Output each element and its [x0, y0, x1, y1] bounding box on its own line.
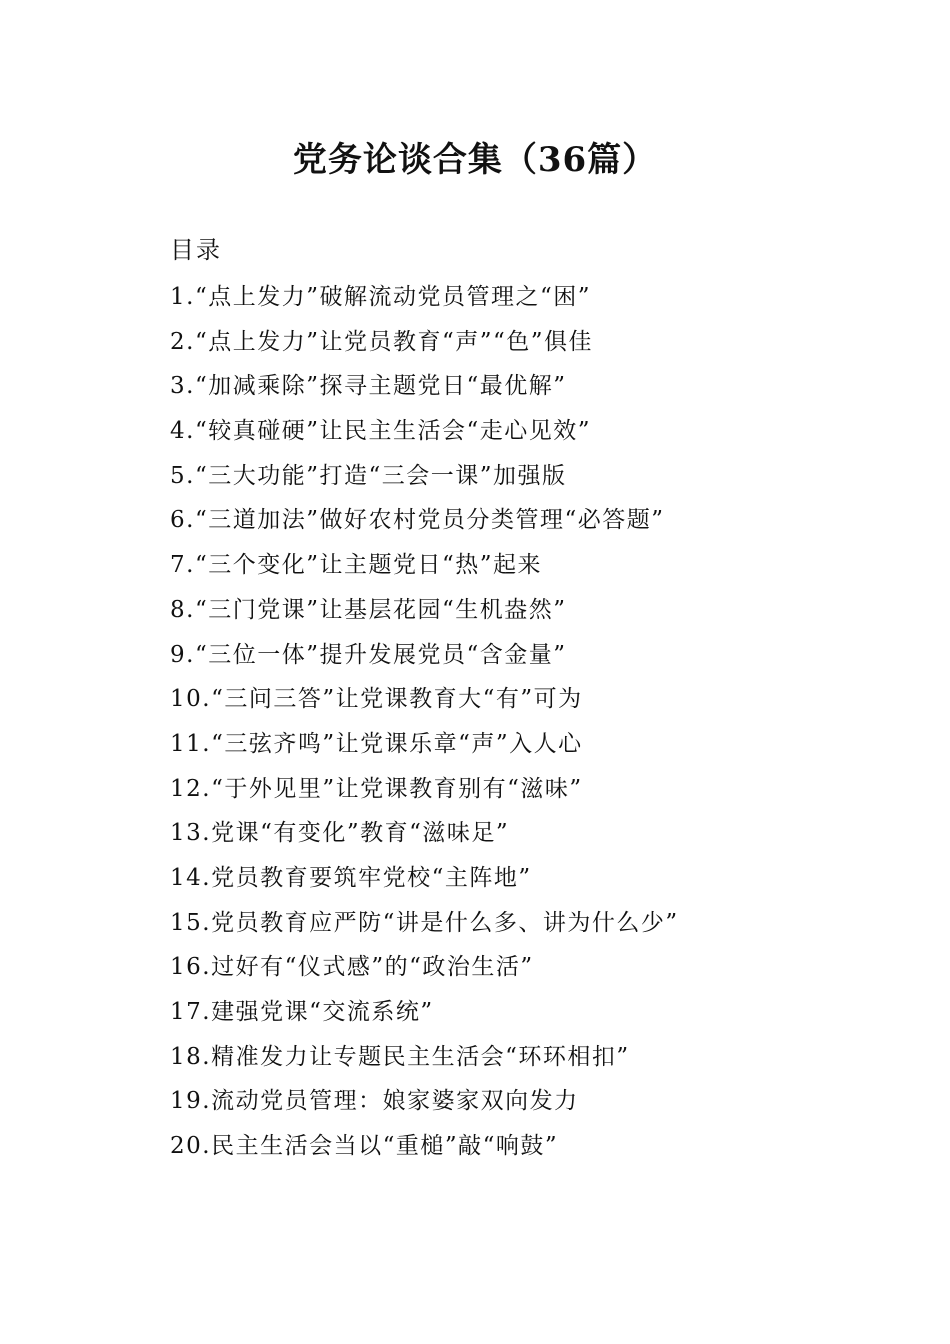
toc-item: 18.精准发力让专题民主生活会“环环相扣”: [170, 1043, 630, 1070]
toc-item: 8.“三门党课”让基层花园“生机盎然”: [170, 596, 567, 623]
toc-item: 3.“加减乘除”探寻主题党日“最优解”: [170, 373, 567, 400]
toc-item: 14.党员教育要筑牢党校“主阵地”: [170, 864, 532, 891]
toc-item: 7.“三个变化”让主题党日“热”起来: [170, 552, 542, 579]
toc-item: 15.党员教育应严防“讲是什么多、讲为什么少”: [170, 909, 679, 936]
toc-item: 16.过好有“仪式感”的“政治生活”: [170, 954, 534, 981]
toc-heading: 目录: [170, 236, 222, 264]
toc-item: 20.民主生活会当以“重槌”敲“响鼓”: [170, 1133, 559, 1160]
toc-item: 4.“较真碰硬”让民主生活会“走心见效”: [170, 418, 591, 445]
toc-item: 13.党课“有变化”教育“滋味足”: [170, 820, 510, 847]
toc-item: 19.流动党员管理：娘家婆家双向发力: [170, 1088, 579, 1115]
toc-item: 10.“三问三答”让党课教育大“有”可为: [170, 686, 583, 713]
toc-list: [170, 277, 870, 1171]
toc-item: 1.“点上发力”破解流动党员管理之“困”: [170, 284, 591, 310]
toc-item: 2.“点上发力”让党员教育“声”“色”俱佳: [170, 328, 593, 355]
toc-item: 17.建强党课“交流系统”: [170, 999, 434, 1025]
toc-item: 5.“三大功能”打造“三会一课”加强版: [170, 462, 567, 489]
toc-item: 6.“三道加法”做好农村党员分类管理“必答题”: [170, 507, 665, 534]
toc-item: 12.“于外见里”让党课教育别有“滋味”: [170, 775, 583, 802]
toc-item: 11.“三弦齐鸣”让党课乐章“声”入人心: [170, 730, 583, 757]
toc-item: 9.“三位一体”提升发展党员“含金量”: [170, 641, 567, 668]
document-title: 党务论谈合集（36篇）: [292, 140, 658, 180]
